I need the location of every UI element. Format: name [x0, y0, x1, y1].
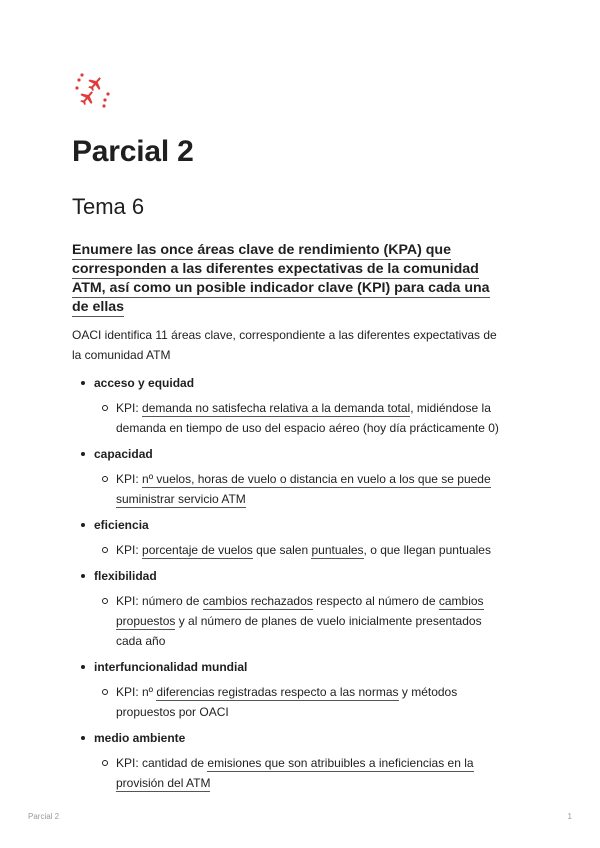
kpi-link[interactable]: demanda no satisfecha relativa a la demanda total: [142, 401, 411, 415]
kpi-text: y al número de planes de vuelo inicialmente presentados: [175, 614, 482, 628]
bullet-icon: [81, 736, 85, 740]
bullet-icon: [81, 452, 85, 456]
circle-bullet-icon: [102, 405, 108, 411]
kpi-text: , midiéndose la: [410, 401, 491, 415]
kpi-text: demanda en tiempo de uso del espacio aéreo (hoy día prácticamente 0): [116, 421, 499, 435]
list-item: [72, 657, 532, 722]
kpi-link[interactable]: suministrar servicio ATM: [116, 492, 246, 506]
circle-bullet-icon: [102, 476, 108, 482]
kpi-item: [94, 469, 532, 509]
kpi-item: [94, 591, 532, 651]
kpi-item: [94, 682, 532, 722]
kpi-text: cada año: [116, 634, 166, 648]
question-line-1: Enumere las once áreas clave de rendimiento (KPA) que: [72, 242, 451, 258]
kpi-text: que salen: [252, 543, 312, 557]
kpi-link[interactable]: propuestos: [116, 614, 176, 628]
list-item: [72, 373, 532, 438]
circle-bullet-icon: [102, 547, 108, 553]
kpi-text: KPI:: [116, 472, 143, 486]
area-name: interfuncionalidad mundial: [94, 660, 248, 674]
kpi-item: [94, 398, 532, 438]
circle-bullet-icon: [102, 689, 108, 695]
kpi-link[interactable]: provisión del ATM: [116, 776, 211, 790]
kpi-text: KPI: cantidad de: [116, 756, 208, 770]
kpi-text: propuestos por OACI: [116, 705, 229, 719]
kpi-link[interactable]: emisiones que son atribuibles a ineficiencias en la: [207, 756, 474, 770]
list-item: [72, 728, 532, 793]
kpi-link[interactable]: cambios: [438, 594, 484, 608]
list-item: [72, 566, 532, 651]
kpi-text: KPI: nº: [116, 685, 157, 699]
airplanes-icon: [74, 72, 112, 110]
page-title: Parcial 2: [72, 135, 194, 168]
intro-line-2: la comunidad ATM: [72, 348, 171, 362]
page-number: 1: [567, 812, 572, 821]
question-line-4: de ellas: [72, 299, 125, 315]
kpi-text: y métodos: [398, 685, 458, 699]
circle-bullet-icon: [102, 598, 108, 604]
footer-title: Parcial 2: [28, 812, 60, 821]
bullet-icon: [81, 381, 85, 385]
intro-line-1: OACI identifica 11 áreas clave, correspondiente a las diferentes expectativas de: [72, 328, 497, 342]
kpi-link[interactable]: cambios rechazados: [202, 594, 313, 608]
question-heading: [72, 241, 532, 317]
question-line-2: corresponden a las diferentes expectativas de la comunidad: [72, 261, 479, 277]
circle-bullet-icon: [102, 760, 108, 766]
section-title: Tema 6: [72, 194, 145, 219]
intro-paragraph: [72, 325, 532, 365]
kpi-link[interactable]: diferencias registradas respecto a las normas: [156, 685, 399, 699]
area-name: flexibilidad: [94, 569, 157, 583]
kpa-list: [72, 373, 532, 793]
kpi-text: respecto al número de: [312, 594, 439, 608]
kpi-link[interactable]: porcentaje de vuelos: [142, 543, 253, 557]
kpi-item: [94, 540, 532, 560]
area-name: medio ambiente: [94, 731, 186, 745]
bullet-icon: [81, 523, 85, 527]
kpi-link[interactable]: puntuales: [311, 543, 364, 557]
bullet-icon: [81, 574, 85, 578]
bullet-icon: [81, 665, 85, 669]
kpi-item: [94, 753, 532, 793]
kpi-text: KPI: número de: [116, 594, 203, 608]
question-line-3: ATM, así como un posible indicador clave (KPI) para cada una: [72, 280, 490, 296]
area-name: capacidad: [94, 447, 153, 461]
kpi-text: KPI:: [116, 543, 143, 557]
list-item: [72, 444, 532, 509]
page-content: [72, 72, 532, 799]
kpi-text: KPI:: [116, 401, 143, 415]
area-name: acceso y equidad: [94, 376, 195, 390]
kpi-link[interactable]: nº vuelos, horas de vuelo o distancia en vuelo a los que se puede: [142, 472, 491, 486]
area-name: eficiencia: [94, 518, 149, 532]
kpi-text: , o que llegan puntuales: [363, 543, 491, 557]
list-item: [72, 515, 532, 560]
